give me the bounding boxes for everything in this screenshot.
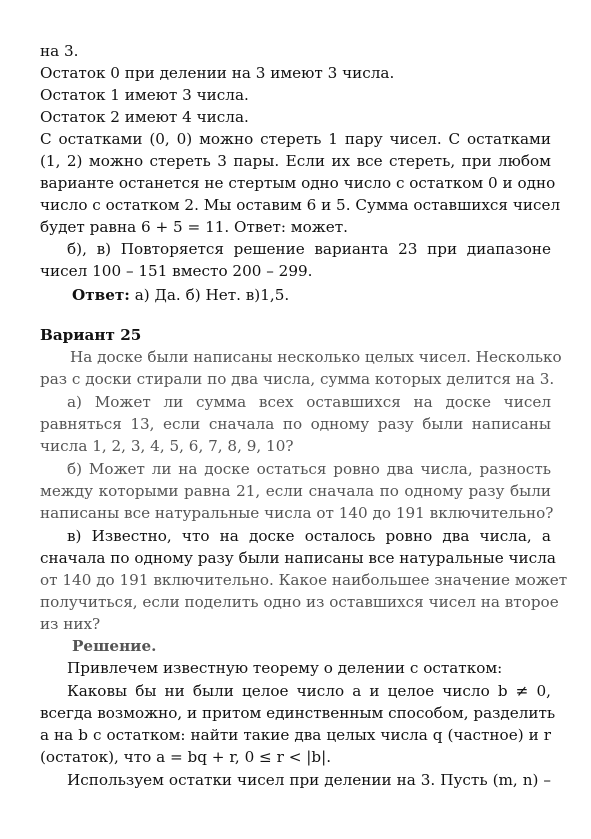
text-line: варианте останется не стертым одно число с остатком 0 и одно — [40, 174, 556, 192]
solution-heading: Решение. — [72, 637, 157, 655]
text-line: равняться 13, если сначала по одному разу были написаны — [40, 415, 551, 433]
text-line: Привлечем известную теорему о делении с остатком: — [67, 659, 503, 677]
text-line: на 3. — [40, 42, 79, 60]
section-heading: Вариант 25 — [40, 326, 142, 344]
answer-label: Ответ: — [72, 286, 130, 304]
text-line: Остаток 2 имеют 4 числа. — [40, 108, 249, 126]
text-line: будет равна 6 + 5 = 11. Ответ: может. — [40, 218, 348, 236]
text-line: a на b с остатком: найти такие два целых числа q (частное) и r — [40, 726, 551, 744]
text-line: б), в) Повторяется решение варианта 23 при диапазоне — [67, 240, 551, 258]
text-line: а) Может ли сумма всех оставшихся на доске чисел — [67, 393, 551, 411]
text-line: С остатками (0, 0) можно стереть 1 пару чисел. С остатками — [40, 130, 551, 148]
text-line: из них? — [40, 615, 101, 633]
text-line: раз с доски стирали по два числа, сумма которых делится на 3. — [40, 370, 555, 388]
text-line: (1, 2) можно стереть 3 пары. Если их все стереть, при любом — [40, 152, 551, 170]
answer-text: а) Да. б) Нет. в)1,5. — [134, 286, 290, 304]
text-line: б) Может ли на доске остаться ровно два числа, разность — [67, 460, 551, 478]
text-line: Каковы бы ни были целое число a и целое число b ≠ 0, — [67, 682, 551, 700]
text-line: На доске были написаны несколько целых чисел. Несколько — [70, 348, 562, 366]
text-line: всегда возможно, и притом единственным способом, разделить — [40, 704, 556, 722]
text-line: от 140 до 191 включительно. Какое наибольшее значение может — [40, 571, 568, 589]
text-line: числа 1, 2, 3, 4, 5, 6, 7, 8, 9, 10? — [40, 437, 294, 455]
text-line: Остаток 0 при делении на 3 имеют 3 числа. — [40, 64, 395, 82]
text-line: чисел 100 – 151 вместо 200 – 299. — [40, 262, 313, 280]
text-line: Остаток 1 имеют 3 числа. — [40, 86, 249, 104]
text-line: (остаток), что a = bq + r, 0 ≤ r < |b|. — [40, 748, 332, 766]
text-line: число с остатком 2. Мы оставим 6 и 5. Сумма оставшихся чисел — [40, 196, 561, 214]
text-line: между которыми равна 21, если сначала по одному разу были — [40, 482, 551, 500]
text-line: в) Известно, что на доске осталось ровно два числа, а — [67, 527, 551, 545]
text-line: Используем остатки чисел при делении на 3. Пусть (m, n) – — [67, 771, 551, 789]
answer-line — [72, 284, 552, 306]
text-line: написаны все натуральные числа от 140 до 191 включительно? — [40, 504, 554, 522]
text-line: сначала по одному разу были написаны все натуральные числа — [40, 549, 556, 567]
text-line: получиться, если поделить одно из оставшихся чисел на второе — [40, 593, 559, 611]
